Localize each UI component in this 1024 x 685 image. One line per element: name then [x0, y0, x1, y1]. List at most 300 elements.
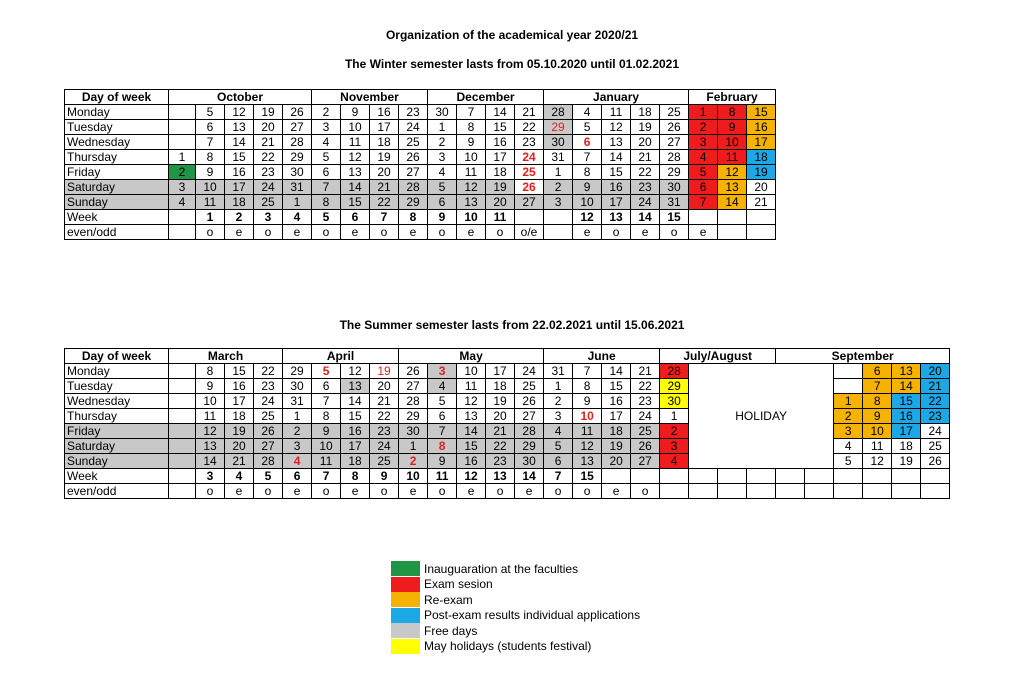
day-cell: 25: [254, 195, 283, 210]
day-cell: 9: [312, 424, 341, 439]
winter-row-week: [65, 210, 776, 225]
day-cell: 2: [428, 135, 457, 150]
day-cell: e: [602, 484, 631, 499]
day-cell: 29: [283, 150, 312, 165]
summer-header-row: [65, 349, 950, 364]
day-cell: 27: [283, 120, 312, 135]
day-cell: 11: [312, 454, 341, 469]
day-cell: 4: [573, 105, 602, 120]
legend-swatch: [391, 561, 420, 576]
day-cell: 2: [660, 424, 689, 439]
day-cell: 28: [399, 180, 428, 195]
legend-label: Exam sesion: [424, 577, 493, 592]
day-cell: 29: [544, 120, 573, 135]
day-cell: 5: [573, 120, 602, 135]
day-cell: 4: [169, 195, 196, 210]
day-cell: e: [341, 484, 370, 499]
day-cell: 8: [399, 210, 428, 225]
day-cell: 7: [457, 105, 486, 120]
month-june: June: [544, 349, 660, 364]
day-cell: [747, 210, 776, 225]
day-cell: 25: [399, 135, 428, 150]
day-cell: 10: [573, 409, 602, 424]
day-cell: [921, 469, 950, 484]
day-cell: [660, 484, 689, 499]
month-july-august: July/August: [660, 349, 776, 364]
day-cell: 29: [399, 195, 428, 210]
day-cell: 16: [225, 165, 254, 180]
day-cell: 9: [457, 135, 486, 150]
day-cell: [747, 469, 776, 484]
day-cell: 7: [428, 424, 457, 439]
day-cell: 12: [196, 424, 225, 439]
day-cell: 25: [254, 409, 283, 424]
day-cell: 27: [515, 409, 544, 424]
day-cell: 14: [515, 469, 544, 484]
day-cell: 1: [283, 409, 312, 424]
day-cell: o: [196, 225, 225, 240]
day-cell: 16: [892, 409, 921, 424]
day-cell: 4: [689, 150, 718, 165]
day-cell: 6: [341, 210, 370, 225]
row-label: Friday: [65, 165, 169, 180]
day-cell: 9: [573, 180, 602, 195]
month-may: May: [399, 349, 544, 364]
day-cell: 5: [312, 210, 341, 225]
day-cell: 6: [428, 409, 457, 424]
day-cell: 1: [399, 439, 428, 454]
day-cell: 25: [631, 424, 660, 439]
day-cell: o: [196, 484, 225, 499]
winter-row-even-odd: [65, 225, 776, 240]
holiday-label: HOLIDAY: [689, 364, 834, 469]
day-cell: 14: [225, 135, 254, 150]
day-cell: 28: [515, 424, 544, 439]
day-cell: 1: [169, 150, 196, 165]
row-label: Saturday: [65, 180, 169, 195]
day-cell: 26: [921, 454, 950, 469]
day-cell: 11: [718, 150, 747, 165]
day-cell: o: [486, 225, 515, 240]
day-cell: 24: [921, 424, 950, 439]
day-cell: o: [602, 225, 631, 240]
day-cell: 24: [515, 150, 544, 165]
day-cell: 27: [399, 165, 428, 180]
day-cell: 16: [225, 379, 254, 394]
day-cell: 17: [225, 180, 254, 195]
day-cell: e: [283, 225, 312, 240]
day-cell: 18: [892, 439, 921, 454]
day-cell: 8: [718, 105, 747, 120]
month-september: September: [776, 349, 950, 364]
day-cell: 6: [863, 364, 892, 379]
day-cell: 4: [312, 135, 341, 150]
day-cell: 18: [225, 409, 254, 424]
day-cell: 10: [573, 195, 602, 210]
day-cell: 10: [718, 135, 747, 150]
day-cell: [892, 484, 921, 499]
day-cell: 14: [341, 394, 370, 409]
day-cell: 26: [515, 394, 544, 409]
day-cell: e: [399, 484, 428, 499]
day-cell: 5: [689, 165, 718, 180]
day-cell: 13: [602, 210, 631, 225]
day-cell: 23: [486, 454, 515, 469]
summer-semester-title: The Summer semester lasts from 22.02.2021 until 15.06.2021: [339, 318, 685, 332]
day-cell: o: [312, 484, 341, 499]
day-cell: 19: [370, 364, 399, 379]
day-cell: 25: [515, 379, 544, 394]
day-cell: 15: [602, 379, 631, 394]
day-cell: 17: [486, 364, 515, 379]
day-cell: 2: [689, 120, 718, 135]
day-cell: 8: [573, 379, 602, 394]
day-cell: 9: [718, 120, 747, 135]
day-cell: 15: [573, 469, 602, 484]
day-cell: 11: [573, 424, 602, 439]
day-cell: 28: [660, 364, 689, 379]
day-cell: 1: [283, 195, 312, 210]
day-cell: 20: [370, 379, 399, 394]
day-cell: 10: [196, 394, 225, 409]
day-cell: 10: [457, 210, 486, 225]
day-cell: 22: [254, 364, 283, 379]
row-label: Monday: [65, 364, 169, 379]
day-cell: 23: [631, 394, 660, 409]
day-cell: 12: [863, 454, 892, 469]
legend-label: Post-exam results individual applications: [424, 608, 641, 623]
day-cell: 1: [834, 394, 863, 409]
day-cell: 18: [370, 135, 399, 150]
day-cell: 3: [254, 210, 283, 225]
day-cell: 5: [312, 364, 341, 379]
day-cell: 6: [312, 379, 341, 394]
day-cell: 19: [254, 105, 283, 120]
month-april: April: [283, 349, 399, 364]
day-cell: 2: [225, 210, 254, 225]
day-cell: [660, 469, 689, 484]
day-cell: 9: [573, 394, 602, 409]
day-cell: [169, 394, 196, 409]
day-cell: 14: [486, 105, 515, 120]
day-cell: [718, 484, 747, 499]
day-cell: [892, 469, 921, 484]
day-cell: 26: [631, 439, 660, 454]
day-cell: 25: [515, 165, 544, 180]
day-cell: 10: [399, 469, 428, 484]
day-cell: [169, 409, 196, 424]
day-cell: 7: [573, 364, 602, 379]
day-cell: 7: [863, 379, 892, 394]
day-cell: 19: [370, 150, 399, 165]
day-cell: 30: [399, 424, 428, 439]
day-cell: 13: [486, 469, 515, 484]
day-cell: 4: [283, 454, 312, 469]
day-cell: 13: [196, 439, 225, 454]
row-label: Week: [65, 210, 169, 225]
day-cell: 9: [370, 469, 399, 484]
day-cell: [718, 210, 747, 225]
day-cell: 11: [602, 105, 631, 120]
day-cell: 24: [254, 180, 283, 195]
day-cell: 21: [921, 379, 950, 394]
day-cell: 21: [747, 195, 776, 210]
day-cell: 17: [486, 150, 515, 165]
day-cell: 2: [834, 409, 863, 424]
day-cell: 21: [486, 424, 515, 439]
day-cell: 28: [544, 105, 573, 120]
day-cell: 28: [660, 150, 689, 165]
day-cell: o: [544, 484, 573, 499]
winter-row-tuesday: [65, 120, 776, 135]
day-cell: 17: [602, 409, 631, 424]
day-cell: 7: [312, 394, 341, 409]
day-cell: 1: [544, 379, 573, 394]
day-cell: e: [457, 225, 486, 240]
winter-row-saturday: [65, 180, 776, 195]
day-cell: 24: [631, 195, 660, 210]
day-cell: 6: [196, 120, 225, 135]
day-cell: [834, 484, 863, 499]
day-cell: 7: [312, 180, 341, 195]
row-label: Thursday: [65, 409, 169, 424]
day-cell: [169, 120, 196, 135]
day-cell: 17: [602, 195, 631, 210]
legend-swatch: [391, 577, 420, 592]
day-cell: o: [631, 484, 660, 499]
day-cell: 12: [457, 180, 486, 195]
day-cell: 12: [718, 165, 747, 180]
day-cell: 3: [312, 120, 341, 135]
day-cell: 3: [544, 409, 573, 424]
day-cell: 26: [254, 424, 283, 439]
legend-item: [391, 608, 640, 624]
day-cell: 9: [863, 409, 892, 424]
day-cell: 30: [544, 135, 573, 150]
day-cell: 4: [428, 379, 457, 394]
day-cell: [169, 439, 196, 454]
day-cell: 2: [544, 180, 573, 195]
day-cell: [169, 469, 196, 484]
day-cell: 3: [689, 135, 718, 150]
day-cell: e: [457, 484, 486, 499]
day-cell: 7: [370, 210, 399, 225]
day-cell: 14: [602, 150, 631, 165]
day-cell: 4: [283, 210, 312, 225]
day-cell: 21: [370, 180, 399, 195]
winter-row-monday: [65, 105, 776, 120]
day-cell: 23: [921, 409, 950, 424]
day-cell: o: [428, 484, 457, 499]
day-cell: 25: [921, 439, 950, 454]
summer-calendar-table: [64, 348, 950, 499]
day-cell: 5: [312, 150, 341, 165]
legend-swatch: [391, 608, 420, 623]
day-cell: 14: [718, 195, 747, 210]
day-cell: 11: [486, 210, 515, 225]
winter-row-thursday: [65, 150, 776, 165]
day-cell: 19: [486, 180, 515, 195]
day-cell: 16: [602, 180, 631, 195]
day-cell: 4: [834, 439, 863, 454]
day-cell: 26: [515, 180, 544, 195]
day-cell: [776, 469, 805, 484]
day-cell: 13: [602, 135, 631, 150]
legend-item: [391, 623, 640, 639]
day-cell: 18: [225, 195, 254, 210]
day-cell: 19: [747, 165, 776, 180]
day-cell: o: [660, 225, 689, 240]
day-cell: 23: [370, 424, 399, 439]
day-cell: 7: [689, 195, 718, 210]
day-cell: [544, 210, 573, 225]
day-cell: 8: [341, 469, 370, 484]
day-cell: o: [428, 225, 457, 240]
day-cell: 26: [283, 105, 312, 120]
day-cell: 4: [660, 454, 689, 469]
summer-row-even-odd: [65, 484, 950, 499]
day-cell: 15: [747, 105, 776, 120]
day-cell: 22: [921, 394, 950, 409]
day-cell: 26: [660, 120, 689, 135]
day-cell: 15: [341, 195, 370, 210]
row-label: Wednesday: [65, 394, 169, 409]
day-cell: [863, 484, 892, 499]
day-cell: 6: [689, 180, 718, 195]
day-cell: 22: [631, 379, 660, 394]
day-cell: 13: [892, 364, 921, 379]
day-cell: 12: [341, 364, 370, 379]
day-cell: 22: [370, 195, 399, 210]
day-cell: 8: [312, 195, 341, 210]
day-cell: o: [573, 484, 602, 499]
day-cell: [834, 469, 863, 484]
day-cell: [169, 225, 196, 240]
day-cell: 18: [602, 424, 631, 439]
winter-calendar-table: [64, 89, 776, 240]
day-cell: 31: [660, 195, 689, 210]
day-cell: 23: [254, 165, 283, 180]
row-label: Thursday: [65, 150, 169, 165]
day-cell: 29: [283, 364, 312, 379]
day-cell: 11: [341, 135, 370, 150]
day-cell: 21: [225, 454, 254, 469]
day-cell: 19: [631, 120, 660, 135]
month-october: October: [169, 90, 312, 105]
day-cell: 10: [457, 150, 486, 165]
day-cell: 5: [254, 469, 283, 484]
day-cell: 27: [399, 379, 428, 394]
day-cell: 15: [225, 150, 254, 165]
day-cell: 12: [225, 105, 254, 120]
month-february: February: [689, 90, 776, 105]
day-cell: 5: [196, 105, 225, 120]
day-cell: 7: [312, 469, 341, 484]
day-cell: 16: [486, 135, 515, 150]
day-cell: 31: [544, 364, 573, 379]
day-cell: 1: [660, 409, 689, 424]
day-cell: 14: [631, 210, 660, 225]
day-cell: 1: [544, 165, 573, 180]
day-cell: 8: [428, 439, 457, 454]
legend: [391, 561, 640, 654]
day-cell: 18: [631, 105, 660, 120]
day-cell: e: [225, 484, 254, 499]
day-cell: 18: [486, 165, 515, 180]
day-cell: 10: [457, 364, 486, 379]
winter-row-friday: [65, 165, 776, 180]
day-cell: [515, 210, 544, 225]
day-cell: 26: [399, 150, 428, 165]
day-cell: 13: [718, 180, 747, 195]
day-cell: 7: [573, 150, 602, 165]
day-cell: 9: [196, 379, 225, 394]
day-cell: 16: [341, 424, 370, 439]
day-cell: 20: [254, 120, 283, 135]
day-cell: 3: [196, 469, 225, 484]
row-label: Saturday: [65, 439, 169, 454]
day-cell: [834, 379, 863, 394]
day-cell: 2: [544, 394, 573, 409]
day-cell: 20: [486, 195, 515, 210]
day-cell: 11: [457, 379, 486, 394]
day-cell: 22: [486, 439, 515, 454]
day-cell: 24: [631, 409, 660, 424]
day-cell: [805, 469, 834, 484]
day-cell: 27: [631, 454, 660, 469]
day-cell: 31: [283, 394, 312, 409]
day-cell: 25: [370, 454, 399, 469]
day-cell: 12: [602, 120, 631, 135]
winter-row-wednesday: [65, 135, 776, 150]
day-cell: [602, 469, 631, 484]
day-cell: 13: [457, 195, 486, 210]
day-cell: 3: [544, 195, 573, 210]
day-cell: 12: [341, 150, 370, 165]
month-november: November: [312, 90, 428, 105]
day-cell: 29: [660, 165, 689, 180]
day-cell: 2: [399, 454, 428, 469]
day-cell: 20: [486, 409, 515, 424]
day-cell: 4: [544, 424, 573, 439]
day-cell: 3: [428, 364, 457, 379]
day-cell: [169, 364, 196, 379]
day-cell: 28: [399, 394, 428, 409]
day-cell: 16: [602, 394, 631, 409]
day-cell: 13: [341, 165, 370, 180]
day-cell: 12: [573, 439, 602, 454]
day-cell: [544, 225, 573, 240]
day-cell: o: [486, 484, 515, 499]
day-cell: 5: [428, 180, 457, 195]
row-label: Sunday: [65, 454, 169, 469]
day-cell: [169, 105, 196, 120]
winter-header-row: [65, 90, 776, 105]
day-cell: 24: [254, 394, 283, 409]
day-cell: 21: [631, 150, 660, 165]
day-cell: 13: [573, 454, 602, 469]
day-cell: 21: [370, 394, 399, 409]
legend-swatch: [391, 623, 420, 638]
summer-row-monday: [65, 364, 950, 379]
day-cell: 30: [515, 454, 544, 469]
legend-item: [391, 561, 640, 577]
day-cell: 28: [283, 135, 312, 150]
day-cell: [169, 379, 196, 394]
day-cell: 16: [370, 105, 399, 120]
day-cell: 8: [312, 409, 341, 424]
day-cell: o/e: [515, 225, 544, 240]
